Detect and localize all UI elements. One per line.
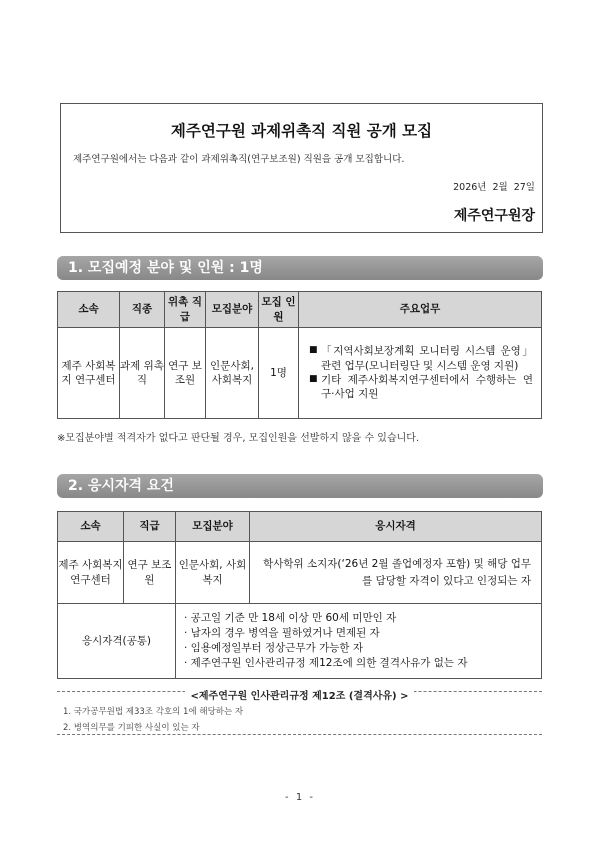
duty-item xyxy=(309,373,533,402)
column-header-affiliation: 소속 xyxy=(58,292,120,328)
recruitment-note: ※모집분야별 적격자가 없다고 판단될 경우, 모집인원을 선발하지 않을 수 있습니다. xyxy=(57,433,420,444)
list-item: · 임용예정일부터 정상근무가 가능한 자 xyxy=(184,642,363,654)
cell-job-type: 과제 위촉직 xyxy=(120,328,165,419)
duty-item xyxy=(309,344,533,373)
announcement-header xyxy=(60,103,543,233)
section-heading-recruitment: 1. 모집예정 분야 및 인원 : 1명 xyxy=(57,256,543,280)
table-header-row xyxy=(58,512,542,542)
table-row-common xyxy=(58,604,542,679)
page-number: - 1 - xyxy=(285,792,315,803)
column-header-field: 모집분야 xyxy=(206,292,259,328)
column-header-field: 모집분야 xyxy=(176,512,250,542)
disqualification-rule-box xyxy=(57,691,542,735)
recruitment-table xyxy=(57,291,542,419)
square-bullet-icon: ■ xyxy=(309,374,318,384)
column-header-qualification: 응시자격 xyxy=(250,512,542,542)
table-header-row xyxy=(58,292,542,328)
table-row xyxy=(58,542,542,604)
square-bullet-icon: ■ xyxy=(309,345,318,356)
column-header-count: 모집 인원 xyxy=(259,292,299,328)
qualification-table xyxy=(57,511,542,679)
section-heading-qualifications: 2. 응시자격 요건 xyxy=(57,474,543,498)
cell-field: 인문사회, 사회복지 xyxy=(176,542,250,604)
list-item: · 제주연구원 인사관리규정 제12조에 의한 결격사유가 없는 자 xyxy=(184,657,468,670)
list-item: · 공고일 기준 만 18세 이상 만 60세 미만인 자 xyxy=(184,611,397,624)
intro-text: 제주연구원에서는 다음과 같이 과제위촉직(연구보조원) 직원을 공개 모집합니다. xyxy=(73,154,405,165)
cell-field: 인문사회, 사회복지 xyxy=(206,328,259,419)
cell-rank: 연구 보조원 xyxy=(124,542,176,604)
rule-box-title: <제주연구원 인사관리규정 제12조 (결격사유) > xyxy=(185,691,415,702)
page-title: 제주연구원 과제위촉직 직원 공개 모집 xyxy=(170,122,433,140)
list-item: 2. 병역의무를 기피한 사실이 있는 자 xyxy=(63,723,200,733)
cell-rank: 연구 보조원 xyxy=(165,328,206,419)
column-header-rank: 직급 xyxy=(124,512,176,542)
cell-count: 1명 xyxy=(259,328,299,419)
cell-common-requirements xyxy=(176,604,542,679)
cell-affiliation: 제주 사회복지 연구센터 xyxy=(58,542,124,604)
column-header-duties: 주요업무 xyxy=(299,292,542,328)
column-header-affiliation: 소속 xyxy=(58,512,124,542)
issuer-name: 제주연구원장 xyxy=(453,208,535,224)
cell-qualification: 학사학위 소지자(‘26년 2월 졸업예정자 포함) 및 해당 업무를 담당할 자격이 있다고 인정되는 자 xyxy=(250,542,542,604)
cell-common-label: 응시자격(공통) xyxy=(58,604,176,679)
cell-affiliation: 제주 사회복지 연구센터 xyxy=(58,328,120,419)
duty-text: 기타 제주사회복지연구센터에서 수행하는 연구·사업 지원 xyxy=(321,374,533,401)
column-header-rank: 위촉 직급 xyxy=(165,292,206,328)
column-header-job-type: 직종 xyxy=(120,292,165,328)
cell-duties xyxy=(299,328,542,419)
list-item: 1. 국가공무원법 제33조 각호의 1에 해당하는 자 xyxy=(63,707,244,717)
list-item: · 남자의 경우 병역을 필하였거나 면제된 자 xyxy=(184,626,380,639)
duty-text: 「지역사회보장계획 모니터링 시스템 운영」관련 업무(모니터링단 및 시스템 운영 지원) xyxy=(321,345,533,372)
announcement-date: 2026년 2월 27일 xyxy=(453,182,535,193)
table-row xyxy=(58,328,542,419)
